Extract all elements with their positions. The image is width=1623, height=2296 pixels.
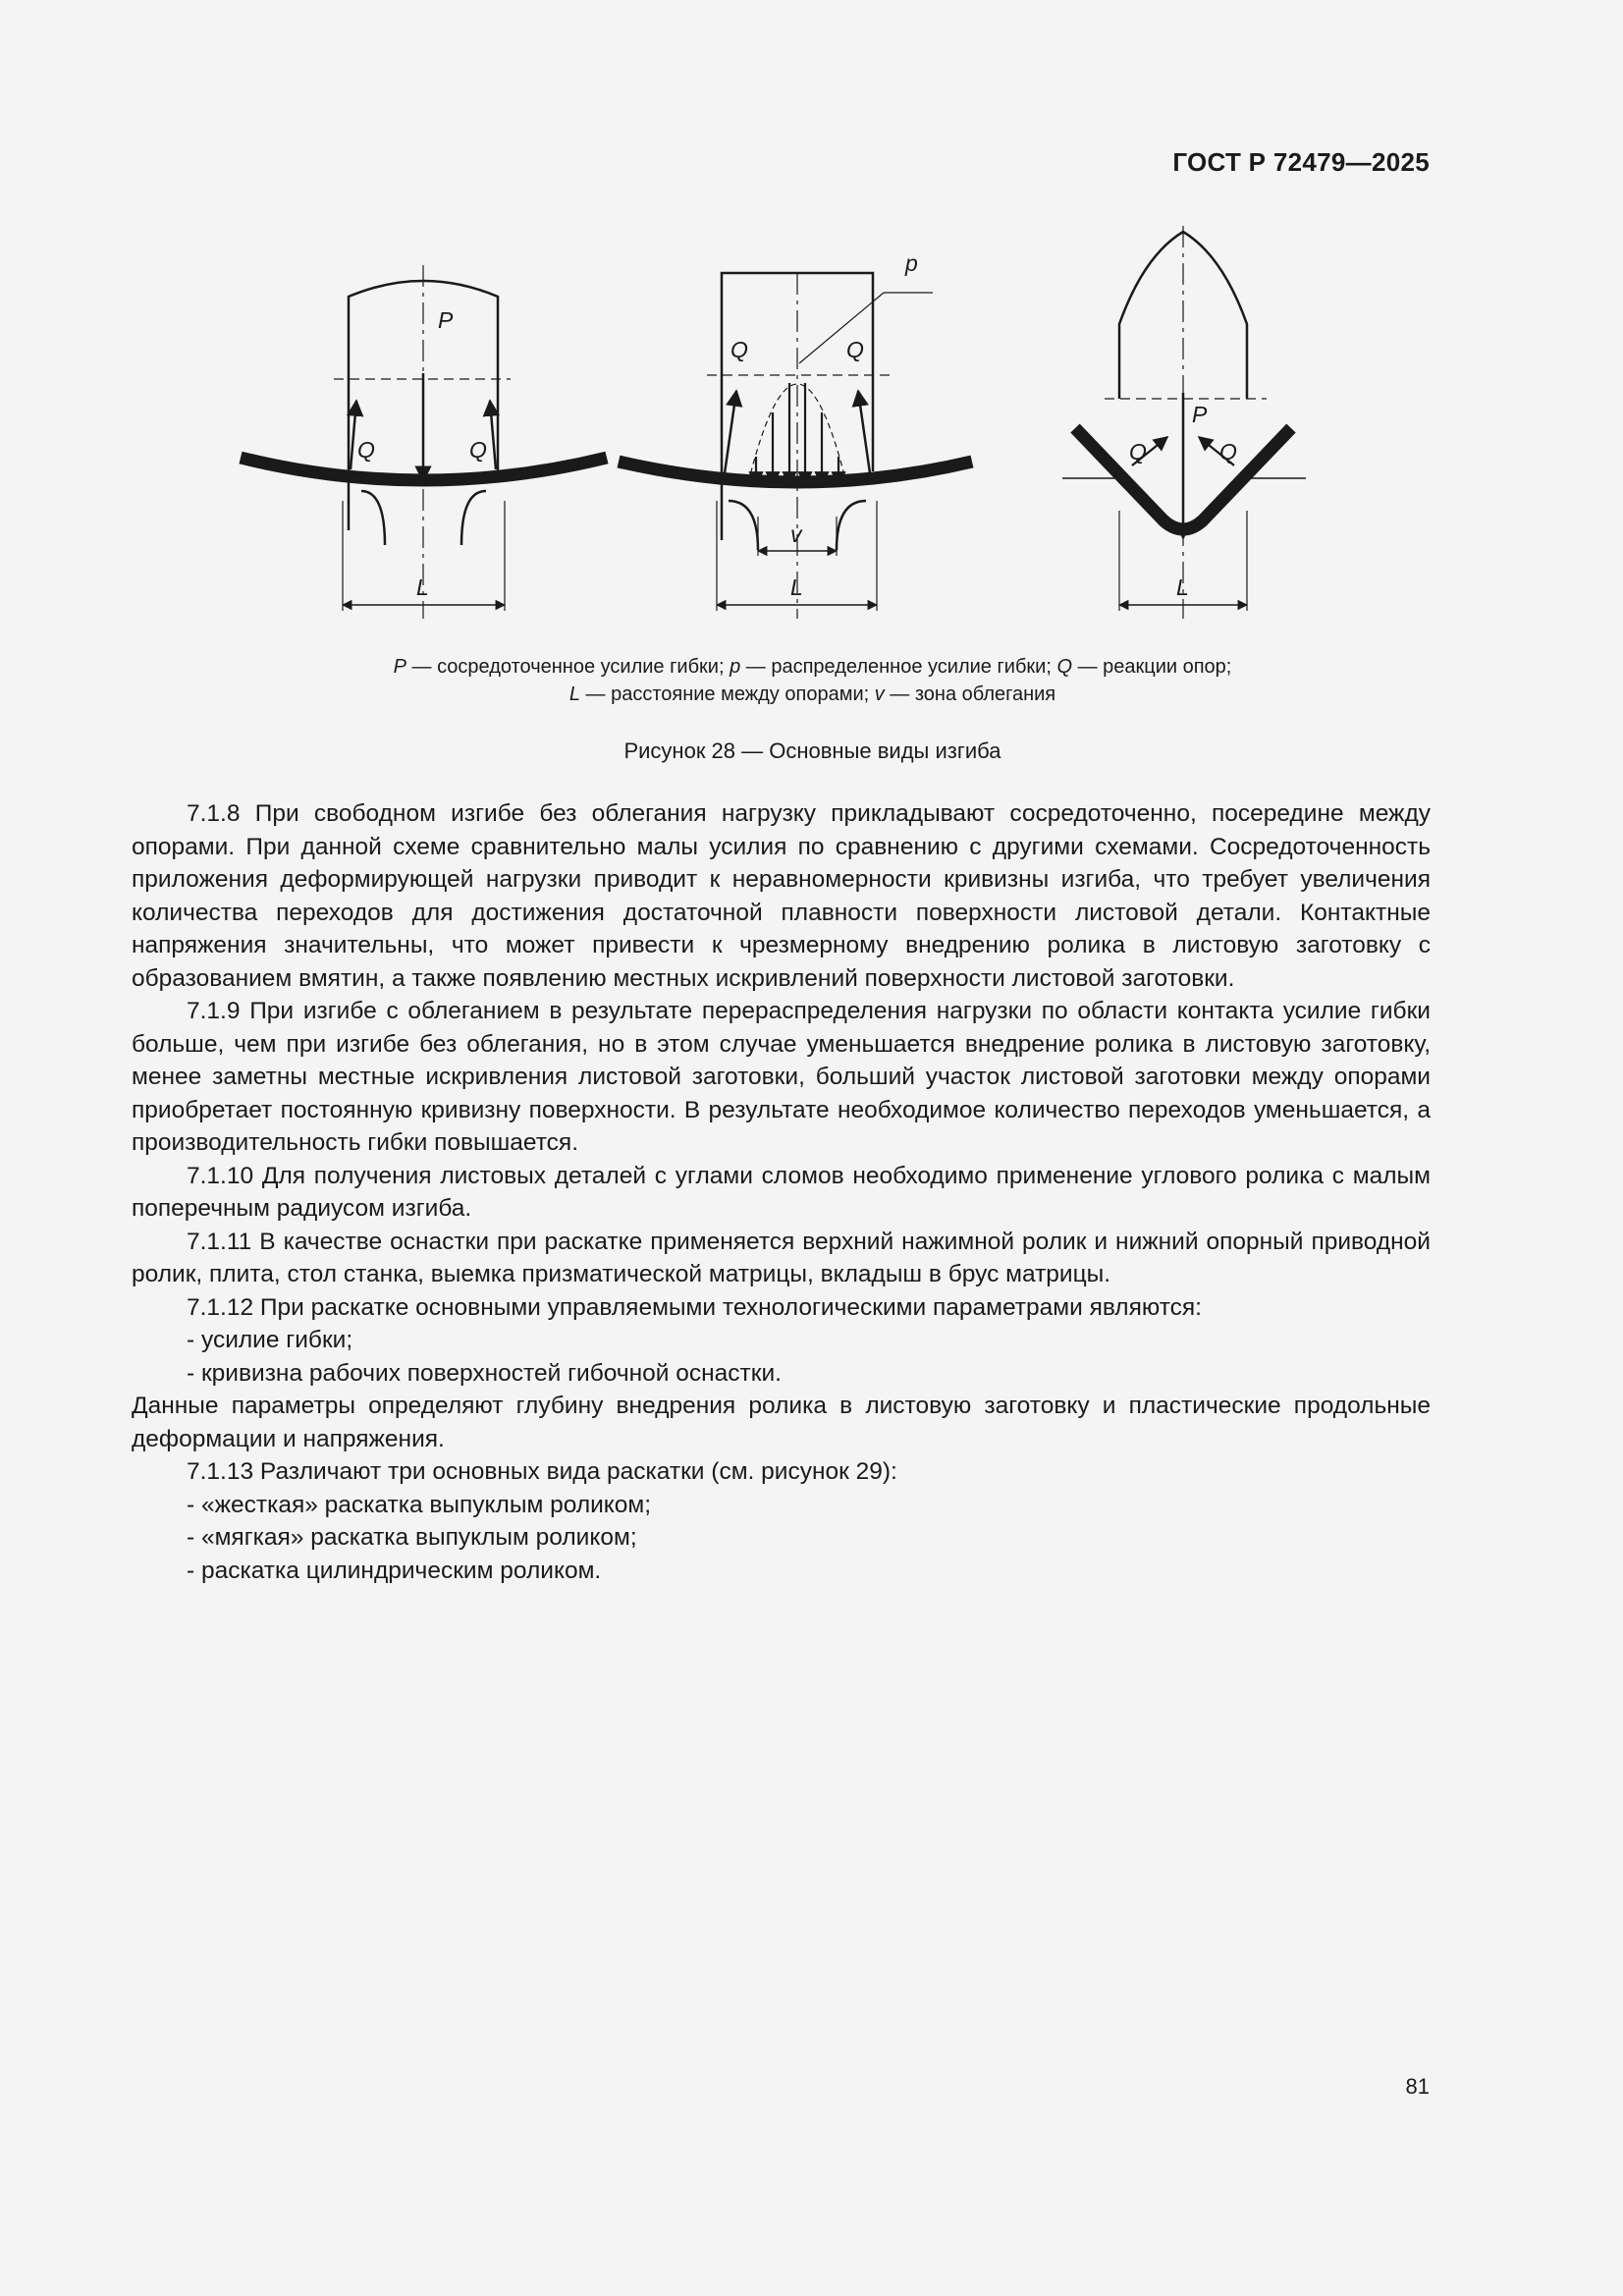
paragraph-params-note: Данные параметры определяют глубину внедрения ролика в листовую заготовку и пластические продольные деформации и напряжения. [132,1393,1431,1452]
figure-28-bending-types [216,226,1325,619]
body-text [132,797,1431,1587]
list-item: - раскатка цилиндрическим роликом. [187,1557,602,1584]
page-number: 81 [1405,2074,1430,2099]
legend-symbol: Q [1056,656,1073,678]
label-Q-1b: Q [469,437,487,463]
paragraph-7-1-9: 7.1.9 При изгибе с облеганием в результате перераспределения нагрузки по области контакта усилие гибки больше, чем при изгибе без облегания, но в этом случае уменьшается внедрение ролика в листовую заготовку, менее заметны местные искривления листовой заготовки, больший участок листовой заготовки между опорами приобретает постоянную кривизну поверхности. В результате необходимое количество переходов уменьшается, а производительность гибки повышается. [132,998,1431,1156]
diagram-angle-bending [1062,226,1306,619]
legend-text: — распределенное усилие гибки; [740,656,1057,678]
paragraph-7-1-12: 7.1.12 При раскатке основными управляемыми технологическими параметрами являются: [187,1293,1202,1321]
label-Q-2a: Q [730,337,748,362]
paragraph-7-1-10: 7.1.10 Для получения листовых деталей с углами сломов необходимо применение углового ролика с малым поперечным радиусом изгиба. [132,1162,1431,1222]
paragraph-7-1-8: 7.1.8 При свободном изгибе без облегания нагрузку прикладывают сосредоточенно, посередине между опорами. При данной схеме сравнительно малы усилия по сравнению с другими схемами. Сосредоточенность приложения деформирующей нагрузки приводит к неравномерности кривизны изгиба, что требует увеличения количества переходов для достижения достаточной плавности поверхности листовой детали. Контактные напряжения значительны, что может привести к чрезмерному внедрению ролика в листовую заготовку с образованием вмятин, а также появлению местных искривлений поверхности листовой заготовки. [132,800,1431,992]
legend-text: — реакции опор; [1072,656,1232,678]
legend-text: — зона облегания [884,683,1056,705]
legend-symbol: v [874,683,885,705]
legend-symbol: p [730,656,741,678]
list-item: - «мягкая» раскатка выпуклым роликом; [187,1524,637,1551]
list-item: - «жесткая» раскатка выпуклым роликом; [187,1491,652,1518]
paragraph-7-1-13: 7.1.13 Различают три основных вида раскатки (см. рисунок 29): [187,1458,897,1485]
legend-line-2 [196,681,1429,708]
document-id: ГОСТ Р 72479—2025 [1172,147,1430,177]
legend-symbol: P [393,656,406,678]
label-P-3: P [1192,402,1208,427]
legend-text: — расстояние между опорами; [579,683,875,705]
bending-diagram [216,226,1325,619]
label-Q-3a: Q [1129,439,1147,465]
label-L-3: L [1176,574,1189,600]
label-Q-3b: Q [1219,439,1237,465]
figure-caption: Рисунок 28 — Основные виды изгиба [623,738,1001,763]
label-L-2: L [790,574,803,600]
label-P-1: P [438,307,454,333]
label-Q-1a: Q [357,437,375,463]
label-p: p [905,250,918,276]
list-item: - усилие гибки; [187,1327,353,1353]
legend-line-1 [196,653,1429,681]
label-v: v [790,521,802,547]
label-L-1: L [416,574,429,600]
diagram-free-bending [241,265,607,619]
label-Q-2b: Q [846,337,864,362]
legend-symbol: L [568,683,580,705]
figure-legend [196,653,1429,708]
list-item: - кривизна рабочих поверхностей гибочной оснастки. [187,1359,782,1387]
legend-text: — сосредоточенное усилие гибки; [406,656,730,678]
diagram-wrap-bending [619,273,972,619]
paragraph-7-1-11: 7.1.11 В качестве оснастки при раскатке применяется верхний нажимной ролик и нижний опорный приводной ролик, плита, стол станка, выемка призматической матрицы, вкладыш в брус матрицы. [132,1228,1431,1287]
